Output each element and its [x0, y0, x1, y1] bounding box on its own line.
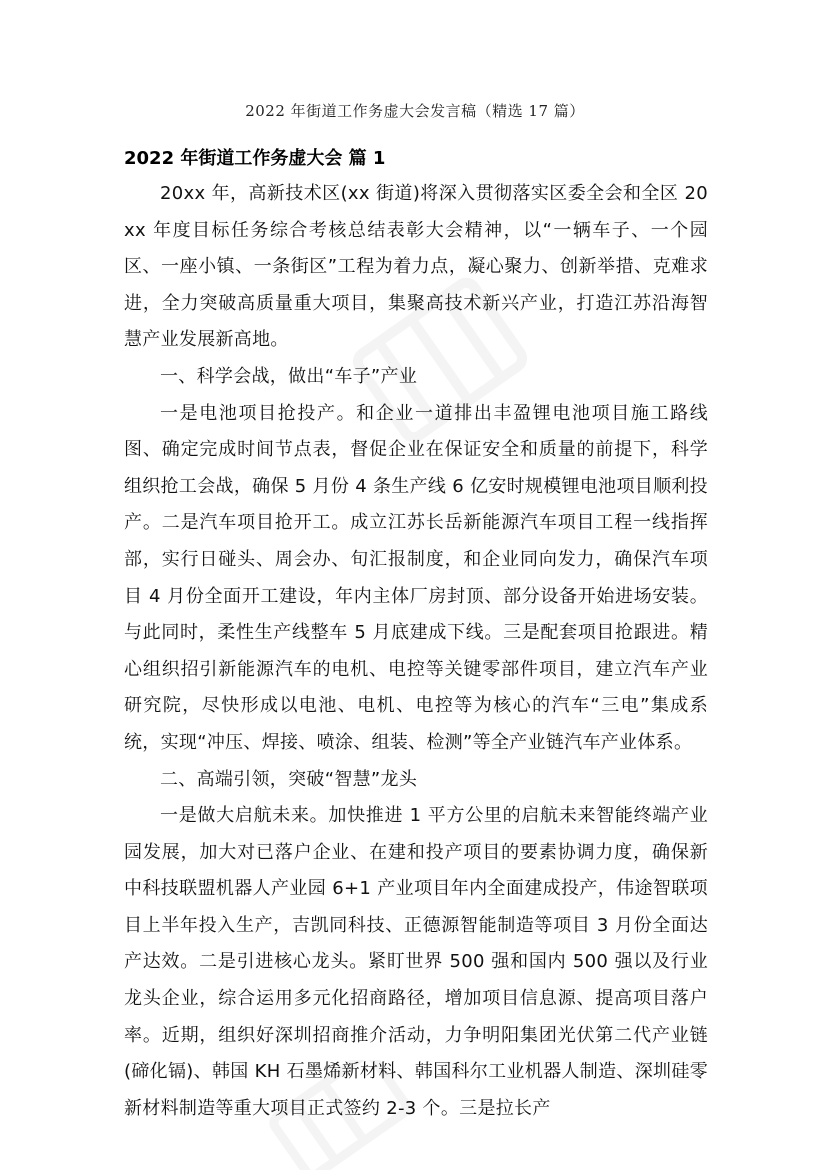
section-heading: 2022 年街道工作务虚大会 篇 1 — [124, 148, 386, 169]
document-body — [124, 146, 708, 1127]
subheading-two: 二、高端引领，突破“智慧”龙头 — [160, 768, 418, 790]
paragraph-smart-industry: 一是做大启航未来。加快推进 1 平方公里的启航未来智能终端产业园发展，加大对已落户企业、在建和投产项目的要素协调力度，确保新中科技联盟机器人产业园 6+1 产业项目年内全面建成投产，伟途智联项目上半年投入生产，吉凯同科技、正德源智能制造等项目 3 月份全面达产达效。二是引进核心龙头。紧盯世界 500 强和国内 500 强以及行业龙头企业，综合运用多元化招商路径，增加项目信息源、提高项目落户率。近期，组织好深圳招商推介活动，力争明阳集团光伏第二代产业链(碲化镉)、韩国 KH 石墨烯新材料、韩国科尔工业机器人制造、深圳硅零新材料制造等重大项目正式签约 2-3 个。三是拉长产 — [124, 805, 708, 1119]
subheading-one: 一、科学会战，做出“车子”产业 — [160, 365, 418, 387]
paragraph-intro: 20xx 年，高新技术区(xx 街道)将深入贯彻落实区委全会和全区 20xx 年度目标任务综合考核总结表彰大会精神，以“一辆车子、一个园区、一座小镇、一条街区”工程为着力点，凝心聚力、创新举措、克难求进，全力突破高质量重大项目，集聚高技术新兴产业，打造江苏沿海智慧产业发展新高地。 — [124, 183, 708, 351]
paragraph-car-industry: 一是电池项目抢投产。和企业一道排出丰盈锂电池项目施工路线图、确定完成时间节点表，督促企业在保证安全和质量的前提下，科学组织抢工会战，确保 5 月份 4 条生产线 6 亿安时规模锂电池项目顺利投产。二是汽车项目抢开工。成立江苏长岳新能源汽车项目工程一线指挥部，实行日碰头、周会办、旬汇报制度，和企业同向发力，确保汽车项目 4 月份全面开工建设，年内主体厂房封顶、部分设备开始进场安装。与此同时，柔性生产线整车 5 月底建成下线。三是配套项目抢跟进。精心组织招引新能源汽车的电机、电控等关键零部件项目，建立汽车产业研究院，尽快形成以电池、电机、电控等为核心的汽车“三电”集成系统，实现“冲压、焊接、喷涂、组装、检测”等全产业链汽车产业体系。 — [124, 402, 708, 753]
document-title: 2022 年街道工作务虚大会发言稿（精选 17 篇） — [245, 102, 585, 120]
